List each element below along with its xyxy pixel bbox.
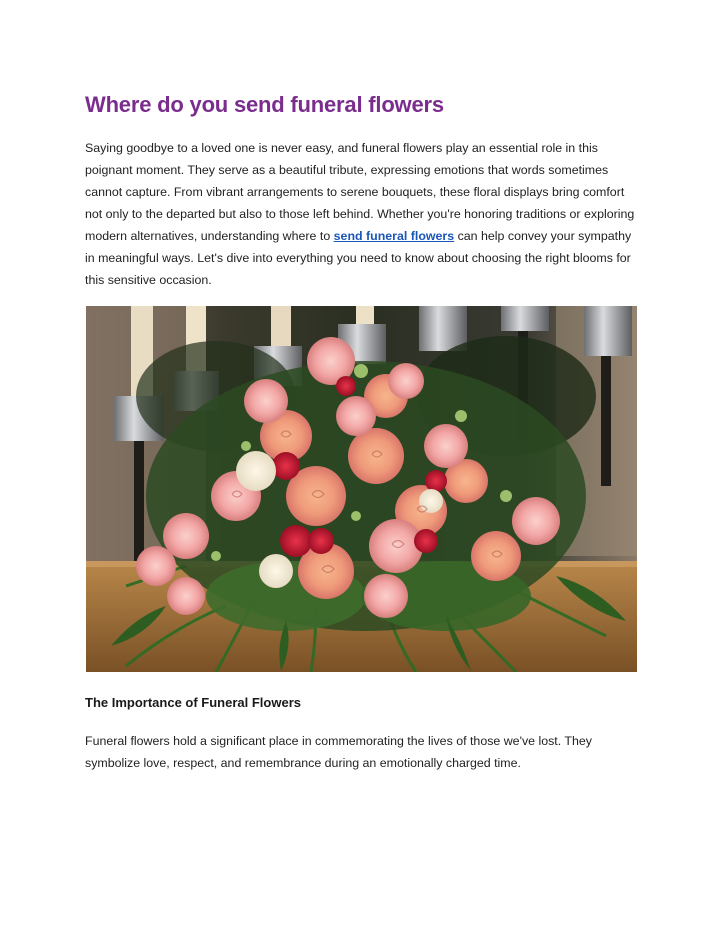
- section-heading: The Importance of Funeral Flowers: [85, 695, 301, 710]
- intro-paragraph: [85, 137, 637, 291]
- page-title: Where do you send funeral flowers: [85, 92, 444, 117]
- intro-text-end: can help convey your sympathy in meaningful ways. Let's dive into everything you need to know about choosing the right blooms for this sensitive occasion.: [85, 229, 632, 287]
- flower-arrangement-image: [86, 306, 637, 672]
- funeral-flowers-photo: [86, 306, 637, 672]
- send-funeral-flowers-link[interactable]: send funeral flowers: [333, 229, 455, 243]
- section-paragraph: Funeral flowers hold a significant place in commemorating the lives of those we've lost. They symbolize love, respect, and remembrance during an emotionally charged time.: [85, 734, 592, 770]
- intro-text-start: Saying goodbye to a loved one is never easy, and funeral flowers play an essential role in this poignant moment. They serve as a beautiful tribute, expressing emotions that words sometimes cannot capture. From vibrant arrangements to serene bouquets, these floral displays bring comfort not only to the departed but also to those left behind. Whether you're honoring traditions or exploring modern alternatives, understanding where to: [85, 141, 635, 243]
